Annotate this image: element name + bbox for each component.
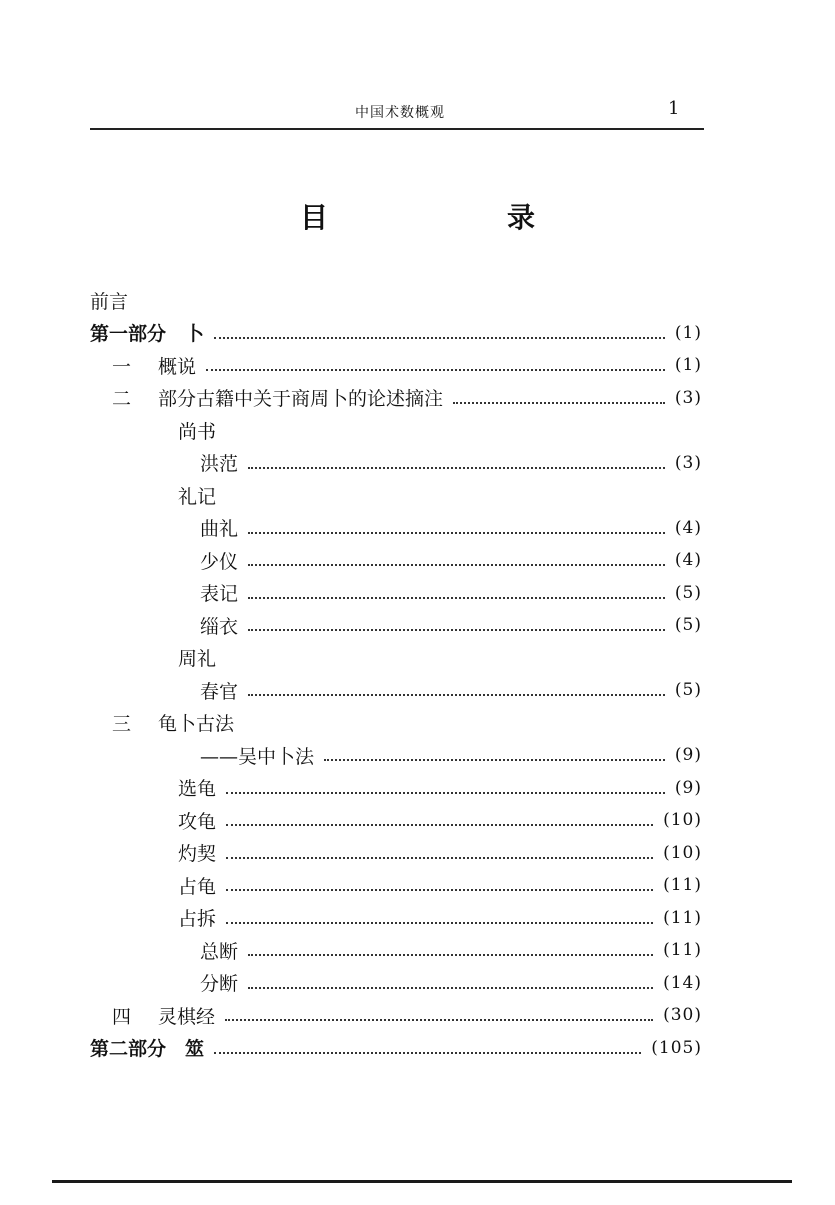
toc-entry-page: (11) [663, 875, 702, 896]
dot-leader [226, 857, 653, 859]
toc-entry-preface [90, 284, 702, 317]
toc-entry-label: 占龟 [178, 875, 217, 898]
toc-entry-label: 概说 [158, 355, 197, 378]
toc-entry-xuangui [90, 772, 702, 805]
toc-entry-label: ——吴中卜法 [200, 745, 315, 768]
dot-leader [226, 824, 653, 826]
toc-entry-label: 部分古籍中关于商周卜的论述摘注 [158, 388, 444, 411]
dot-leader [226, 922, 653, 924]
dot-leader [214, 1052, 641, 1054]
toc-entry-liji [90, 479, 702, 512]
toc-entry-zhouli [90, 642, 702, 675]
toc-entry-label: 曲礼 [200, 518, 239, 541]
dot-leader [248, 694, 665, 696]
toc-entry-quli [90, 512, 702, 545]
page-title-char-1: 目 [300, 201, 329, 234]
toc-entry-page: (5) [674, 582, 702, 603]
toc-entry-page: (1) [674, 355, 702, 376]
toc-entry-number: 二 [112, 388, 132, 411]
toc-entry-page: (11) [663, 940, 702, 961]
toc-entry-lingqijing [90, 999, 702, 1032]
running-header-title: 中国术数概观 [355, 105, 445, 121]
toc-entry-label: 缁衣 [200, 615, 239, 638]
toc-entry-label: 前言 [90, 290, 129, 313]
toc-entry-label: 分断 [200, 973, 239, 996]
toc-entry-zhanchai [90, 902, 702, 935]
page-title [300, 196, 535, 236]
page-title-char-2: 录 [506, 201, 535, 234]
toc-entry-chunguan [90, 674, 702, 707]
dot-leader [248, 467, 665, 469]
toc-entry-page: (9) [674, 777, 702, 798]
toc-entry-part-one [90, 317, 702, 350]
dot-leader [248, 532, 665, 534]
toc-entry-page: (9) [674, 745, 702, 766]
page-number: 1 [668, 98, 680, 119]
toc-entry-page: (5) [674, 680, 702, 701]
dot-leader [248, 954, 653, 956]
toc-entry-label: 龟卜古法 [158, 713, 235, 736]
toc-entry-label: 尚书 [178, 420, 217, 443]
dot-leader [248, 629, 665, 631]
dot-leader [248, 597, 665, 599]
toc-entry-shaoyi [90, 544, 702, 577]
dot-leader [206, 369, 665, 371]
toc-entry-wuzhong [90, 739, 702, 772]
dot-leader [226, 889, 653, 891]
toc-entry-zongduan [90, 934, 702, 967]
toc-entry-biaoji [90, 577, 702, 610]
toc-entry-ziyi [90, 609, 702, 642]
toc-entry-label: 礼记 [178, 485, 217, 508]
toc-entry-page: (4) [674, 550, 702, 571]
dot-leader [453, 402, 665, 404]
toc-entry-classics [90, 382, 702, 415]
toc-entry-label: 少仪 [200, 550, 239, 573]
toc-entry-page: (3) [674, 452, 702, 473]
toc-entry-label: 攻龟 [178, 810, 217, 833]
toc-entry-label: 洪范 [200, 453, 239, 476]
toc-entry-number: 四 [112, 1005, 132, 1028]
toc-entry-page: (10) [663, 810, 702, 831]
toc-entry-label: 占拆 [178, 908, 217, 931]
toc-entry-page: (4) [674, 517, 702, 538]
toc-entry-zhuoqi [90, 837, 702, 870]
toc-entry-part-two [90, 1032, 702, 1065]
toc-entry-zhangui [90, 869, 702, 902]
toc-entry-number: 一 [112, 355, 132, 378]
toc-entry-hongfan [90, 447, 702, 480]
toc-entry-page: (11) [663, 907, 702, 928]
toc-entry-turtle-divination [90, 707, 702, 740]
toc-entry-number: 三 [112, 713, 132, 736]
dot-leader [248, 564, 665, 566]
toc-entry-page: (10) [663, 842, 702, 863]
toc-entry-label: 总断 [200, 940, 239, 963]
dot-leader [226, 792, 665, 794]
toc-entry-label: 周礼 [178, 648, 217, 671]
toc-entry-label: 灵棋经 [158, 1005, 216, 1028]
toc-entry-page: (1) [674, 322, 702, 343]
header-rule [90, 128, 704, 130]
toc-entry-page: (105) [651, 1037, 702, 1058]
toc-entry-page: (3) [674, 387, 702, 408]
dot-leader [225, 1019, 653, 1021]
table-of-contents [90, 284, 702, 1064]
toc-entry-label: 选龟 [178, 778, 217, 801]
dot-leader [214, 337, 665, 339]
toc-entry-page: (30) [663, 1005, 702, 1026]
toc-entry-label: 春官 [200, 680, 239, 703]
toc-entry-gonggui [90, 804, 702, 837]
toc-entry-page: (5) [674, 615, 702, 636]
toc-entry-label: 灼契 [178, 843, 217, 866]
toc-entry-label: 第二部分 筮 [90, 1038, 205, 1061]
toc-entry-label: 表记 [200, 583, 239, 606]
toc-entry-overview [90, 349, 702, 382]
dot-leader [248, 987, 653, 989]
footer-rule [52, 1180, 792, 1183]
toc-entry-page: (14) [663, 972, 702, 993]
toc-entry-shangshu [90, 414, 702, 447]
toc-entry-fenduan [90, 967, 702, 1000]
dot-leader [324, 759, 665, 761]
toc-entry-label: 第一部分 卜 [90, 323, 205, 346]
